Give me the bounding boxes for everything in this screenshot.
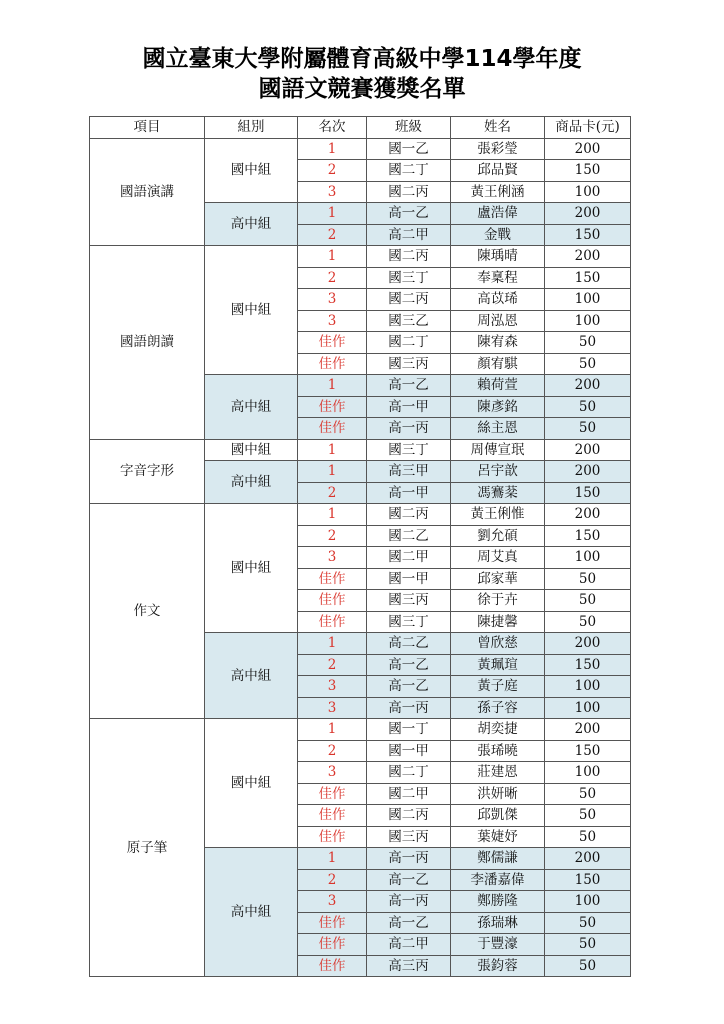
rank-cell: 1 bbox=[298, 461, 367, 483]
student-name-cell: 徐于卉 bbox=[451, 590, 545, 612]
class-cell: 國二丁 bbox=[367, 762, 451, 784]
rank-cell: 3 bbox=[298, 289, 367, 311]
table-row bbox=[90, 719, 631, 741]
class-cell: 高三丙 bbox=[367, 955, 451, 977]
rank-cell: 2 bbox=[298, 869, 367, 891]
table-row bbox=[90, 138, 631, 160]
rank-cell: 3 bbox=[298, 762, 367, 784]
prize-cell: 200 bbox=[545, 719, 631, 741]
prize-cell: 200 bbox=[545, 633, 631, 655]
student-name-cell: 陳彥銘 bbox=[451, 396, 545, 418]
rank-cell: 佳作 bbox=[298, 396, 367, 418]
student-name-cell: 莊建恩 bbox=[451, 762, 545, 784]
prize-cell: 100 bbox=[545, 762, 631, 784]
class-cell: 高三甲 bbox=[367, 461, 451, 483]
student-name-cell: 金戰 bbox=[451, 224, 545, 246]
rank-cell: 佳作 bbox=[298, 418, 367, 440]
student-name-cell: 張彩瑩 bbox=[451, 138, 545, 160]
rank-cell: 佳作 bbox=[298, 353, 367, 375]
student-name-cell: 張鈞蓉 bbox=[451, 955, 545, 977]
rank-cell: 3 bbox=[298, 547, 367, 569]
class-cell: 高一丙 bbox=[367, 697, 451, 719]
class-cell: 國三乙 bbox=[367, 310, 451, 332]
rank-cell: 1 bbox=[298, 633, 367, 655]
prize-cell: 50 bbox=[545, 934, 631, 956]
class-cell: 高一乙 bbox=[367, 676, 451, 698]
student-name-cell: 黃王俐涵 bbox=[451, 181, 545, 203]
student-name-cell: 奉稟程 bbox=[451, 267, 545, 289]
class-cell: 國二丁 bbox=[367, 160, 451, 182]
rank-cell: 2 bbox=[298, 224, 367, 246]
rank-cell: 3 bbox=[298, 676, 367, 698]
student-name-cell: 呂宇歆 bbox=[451, 461, 545, 483]
prize-cell: 100 bbox=[545, 547, 631, 569]
column-header-group: 組別 bbox=[205, 117, 298, 139]
rank-cell: 佳作 bbox=[298, 332, 367, 354]
category-cell: 國語朗讀 bbox=[90, 246, 205, 440]
rank-cell: 2 bbox=[298, 160, 367, 182]
class-cell: 國一甲 bbox=[367, 740, 451, 762]
group-cell: 國中組 bbox=[205, 439, 298, 461]
class-cell: 國二丙 bbox=[367, 246, 451, 268]
class-cell: 國二丙 bbox=[367, 289, 451, 311]
class-cell: 國二丙 bbox=[367, 504, 451, 526]
prize-cell: 50 bbox=[545, 826, 631, 848]
prize-cell: 50 bbox=[545, 418, 631, 440]
class-cell: 國二乙 bbox=[367, 525, 451, 547]
awards-table-body bbox=[90, 138, 631, 977]
student-name-cell: 馮鶱棻 bbox=[451, 482, 545, 504]
rank-cell: 2 bbox=[298, 525, 367, 547]
student-name-cell: 邱家華 bbox=[451, 568, 545, 590]
student-name-cell: 葉婕妤 bbox=[451, 826, 545, 848]
rank-cell: 3 bbox=[298, 697, 367, 719]
student-name-cell: 周艾真 bbox=[451, 547, 545, 569]
class-cell: 國三丙 bbox=[367, 353, 451, 375]
student-name-cell: 孫子容 bbox=[451, 697, 545, 719]
class-cell: 國二甲 bbox=[367, 783, 451, 805]
document-subtitle: 國語文競賽獲獎名單 bbox=[258, 76, 466, 102]
prize-cell: 50 bbox=[545, 611, 631, 633]
prize-cell: 200 bbox=[545, 246, 631, 268]
prize-cell: 200 bbox=[545, 138, 631, 160]
student-name-cell: 于豐濠 bbox=[451, 934, 545, 956]
group-cell: 高中組 bbox=[205, 848, 298, 977]
rank-cell: 1 bbox=[298, 203, 367, 225]
student-name-cell: 邱凱傑 bbox=[451, 805, 545, 827]
student-name-cell: 陳瑀晴 bbox=[451, 246, 545, 268]
class-cell: 高二乙 bbox=[367, 633, 451, 655]
student-name-cell: 孫瑞琳 bbox=[451, 912, 545, 934]
student-name-cell: 絲主恩 bbox=[451, 418, 545, 440]
student-name-cell: 賴荷萱 bbox=[451, 375, 545, 397]
rank-cell: 1 bbox=[298, 439, 367, 461]
student-name-cell: 黃子庭 bbox=[451, 676, 545, 698]
rank-cell: 1 bbox=[298, 375, 367, 397]
rank-cell: 佳作 bbox=[298, 590, 367, 612]
rank-cell: 佳作 bbox=[298, 611, 367, 633]
prize-cell: 150 bbox=[545, 224, 631, 246]
rank-cell: 佳作 bbox=[298, 783, 367, 805]
class-cell: 高一丙 bbox=[367, 891, 451, 913]
column-header-category: 項目 bbox=[90, 117, 205, 139]
group-cell: 國中組 bbox=[205, 719, 298, 848]
student-name-cell: 李潘嘉偉 bbox=[451, 869, 545, 891]
prize-cell: 150 bbox=[545, 654, 631, 676]
rank-cell: 2 bbox=[298, 654, 367, 676]
prize-cell: 100 bbox=[545, 181, 631, 203]
prize-cell: 50 bbox=[545, 396, 631, 418]
student-name-cell: 盧浩偉 bbox=[451, 203, 545, 225]
header-row bbox=[90, 117, 631, 139]
prize-cell: 200 bbox=[545, 461, 631, 483]
table-row bbox=[90, 246, 631, 268]
class-cell: 高一乙 bbox=[367, 869, 451, 891]
class-cell: 國一乙 bbox=[367, 138, 451, 160]
prize-cell: 50 bbox=[545, 353, 631, 375]
column-header-class: 班級 bbox=[367, 117, 451, 139]
category-cell: 國語演講 bbox=[90, 138, 205, 246]
column-header-rank: 名次 bbox=[298, 117, 367, 139]
prize-cell: 200 bbox=[545, 504, 631, 526]
rank-cell: 3 bbox=[298, 310, 367, 332]
student-name-cell: 黃珮瑄 bbox=[451, 654, 545, 676]
prize-cell: 50 bbox=[545, 955, 631, 977]
student-name-cell: 胡奕捷 bbox=[451, 719, 545, 741]
rank-cell: 佳作 bbox=[298, 955, 367, 977]
class-cell: 高一乙 bbox=[367, 203, 451, 225]
table-row bbox=[90, 439, 631, 461]
student-name-cell: 邱品賢 bbox=[451, 160, 545, 182]
rank-cell: 3 bbox=[298, 891, 367, 913]
rank-cell: 2 bbox=[298, 740, 367, 762]
rank-cell: 佳作 bbox=[298, 826, 367, 848]
class-cell: 國三丁 bbox=[367, 439, 451, 461]
class-cell: 高二甲 bbox=[367, 224, 451, 246]
rank-cell: 1 bbox=[298, 719, 367, 741]
class-cell: 國三丙 bbox=[367, 590, 451, 612]
rank-cell: 佳作 bbox=[298, 805, 367, 827]
prize-cell: 200 bbox=[545, 848, 631, 870]
class-cell: 國二甲 bbox=[367, 547, 451, 569]
class-cell: 國二丁 bbox=[367, 332, 451, 354]
prize-cell: 50 bbox=[545, 332, 631, 354]
prize-cell: 50 bbox=[545, 783, 631, 805]
class-cell: 高一丙 bbox=[367, 418, 451, 440]
rank-cell: 佳作 bbox=[298, 568, 367, 590]
prize-cell: 200 bbox=[545, 375, 631, 397]
column-header-prize: 商品卡(元) bbox=[545, 117, 631, 139]
prize-cell: 150 bbox=[545, 740, 631, 762]
class-cell: 國二丙 bbox=[367, 181, 451, 203]
class-cell: 國二丙 bbox=[367, 805, 451, 827]
prize-cell: 50 bbox=[545, 568, 631, 590]
class-cell: 高一乙 bbox=[367, 912, 451, 934]
student-name-cell: 洪妍晰 bbox=[451, 783, 545, 805]
student-name-cell: 高苡琋 bbox=[451, 289, 545, 311]
rank-cell: 佳作 bbox=[298, 912, 367, 934]
rank-cell: 1 bbox=[298, 504, 367, 526]
class-cell: 高一丙 bbox=[367, 848, 451, 870]
student-name-cell: 周泓恩 bbox=[451, 310, 545, 332]
class-cell: 國三丁 bbox=[367, 267, 451, 289]
awards-table bbox=[89, 116, 631, 977]
class-cell: 高一乙 bbox=[367, 654, 451, 676]
prize-cell: 150 bbox=[545, 482, 631, 504]
group-cell: 高中組 bbox=[205, 375, 298, 440]
group-cell: 國中組 bbox=[205, 504, 298, 633]
student-name-cell: 鄭勝隆 bbox=[451, 891, 545, 913]
column-header-name: 姓名 bbox=[451, 117, 545, 139]
prize-cell: 100 bbox=[545, 676, 631, 698]
group-cell: 國中組 bbox=[205, 246, 298, 375]
rank-cell: 3 bbox=[298, 181, 367, 203]
class-cell: 高一甲 bbox=[367, 396, 451, 418]
prize-cell: 100 bbox=[545, 289, 631, 311]
prize-cell: 150 bbox=[545, 525, 631, 547]
student-name-cell: 張琋曉 bbox=[451, 740, 545, 762]
group-cell: 高中組 bbox=[205, 461, 298, 504]
prize-cell: 150 bbox=[545, 160, 631, 182]
prize-cell: 50 bbox=[545, 590, 631, 612]
class-cell: 高一甲 bbox=[367, 482, 451, 504]
student-name-cell: 陳宥森 bbox=[451, 332, 545, 354]
category-cell: 原子筆 bbox=[90, 719, 205, 977]
student-name-cell: 顏宥騏 bbox=[451, 353, 545, 375]
rank-cell: 2 bbox=[298, 267, 367, 289]
prize-cell: 150 bbox=[545, 869, 631, 891]
class-cell: 國三丁 bbox=[367, 611, 451, 633]
student-name-cell: 劉允碩 bbox=[451, 525, 545, 547]
group-cell: 高中組 bbox=[205, 633, 298, 719]
student-name-cell: 陳捷馨 bbox=[451, 611, 545, 633]
prize-cell: 200 bbox=[545, 439, 631, 461]
category-cell: 字音字形 bbox=[90, 439, 205, 504]
student-name-cell: 曾欣慈 bbox=[451, 633, 545, 655]
rank-cell: 1 bbox=[298, 138, 367, 160]
class-cell: 國一丁 bbox=[367, 719, 451, 741]
category-cell: 作文 bbox=[90, 504, 205, 719]
class-cell: 國三丙 bbox=[367, 826, 451, 848]
prize-cell: 100 bbox=[545, 697, 631, 719]
student-name-cell: 周傳宣珉 bbox=[451, 439, 545, 461]
student-name-cell: 黃王俐惟 bbox=[451, 504, 545, 526]
class-cell: 高一乙 bbox=[367, 375, 451, 397]
class-cell: 國一甲 bbox=[367, 568, 451, 590]
rank-cell: 2 bbox=[298, 482, 367, 504]
class-cell: 高二甲 bbox=[367, 934, 451, 956]
prize-cell: 100 bbox=[545, 310, 631, 332]
rank-cell: 1 bbox=[298, 246, 367, 268]
group-cell: 國中組 bbox=[205, 138, 298, 203]
student-name-cell: 鄭儒謙 bbox=[451, 848, 545, 870]
prize-cell: 50 bbox=[545, 805, 631, 827]
prize-cell: 100 bbox=[545, 891, 631, 913]
prize-cell: 50 bbox=[545, 912, 631, 934]
table-row bbox=[90, 504, 631, 526]
prize-cell: 200 bbox=[545, 203, 631, 225]
prize-cell: 150 bbox=[545, 267, 631, 289]
group-cell: 高中組 bbox=[205, 203, 298, 246]
rank-cell: 佳作 bbox=[298, 934, 367, 956]
document-title: 國立臺東大學附屬體育高級中學114學年度 bbox=[142, 46, 582, 72]
rank-cell: 1 bbox=[298, 848, 367, 870]
